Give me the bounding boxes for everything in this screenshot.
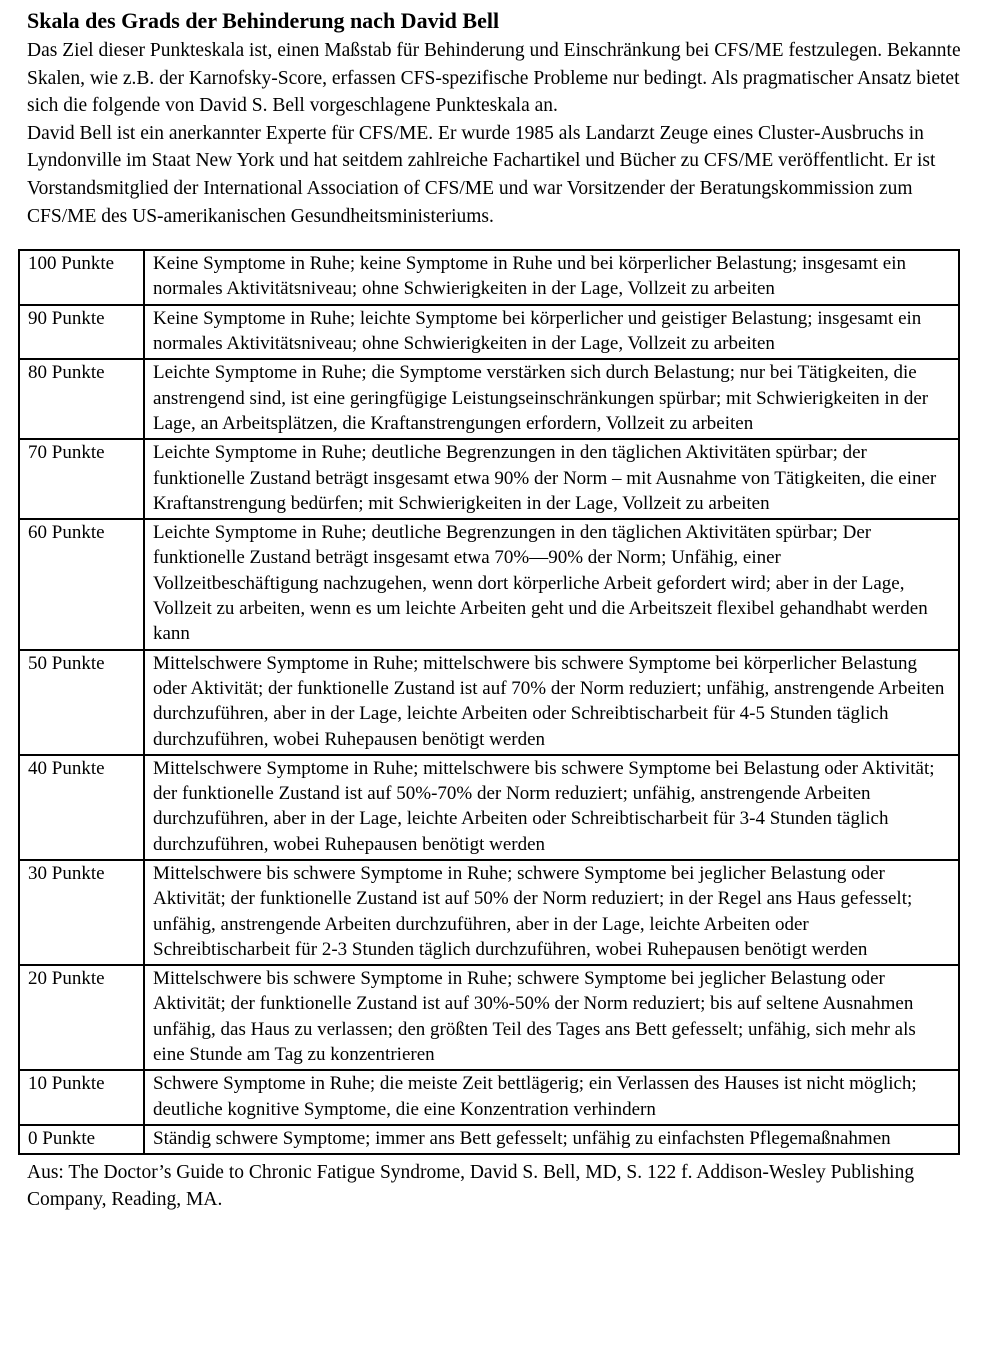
table-row <box>19 1070 959 1125</box>
points-cell: 70 Punkte <box>19 439 144 519</box>
intro-section <box>18 37 967 230</box>
points-cell: 60 Punkte <box>19 519 144 649</box>
description-cell: Mittelschwere Symptome in Ruhe; mittelschwere bis schwere Symptome bei Belastung oder Aktivität; der funktionelle Zustand ist auf 50%-70% der Norm reduziert; unfähig, anstrengende Arbeiten durchzuführen, aber in der Lage, leichte Arbeiten oder Schreibtischarbeit für 3-4 Stunden täglich durchzuführen, wobei Ruhepausen benötigt werden <box>144 755 959 860</box>
description-cell: Schwere Symptome in Ruhe; die meiste Zeit bettlägerig; ein Verlassen des Hauses ist nicht möglich; deutliche kognitive Symptome, die eine Konzentration verhindern <box>144 1070 959 1125</box>
description-cell: Mittelschwere bis schwere Symptome in Ruhe; schwere Symptome bei jeglicher Belastung oder Aktivität; der funktionelle Zustand ist auf 50% der Norm reduziert; in der Regel ans Haus gefesselt; unfähig, anstrengende Arbeiten durchzuführen, aber in der Lage, leichte Arbeiten oder Schreibtischarbeit für 2-3 Stunden täglich durchzuführen, wobei Ruhepausen benötigt werden <box>144 860 959 965</box>
intro-paragraph-scale-purpose: Das Ziel dieser Punkteskala ist, einen Maßstab für Behinderung und Einschränkung bei CFS/ME festzulegen. Bekannte Skalen, wie z.B. der Karnofsky-Score, erfassen CFS-spezifische Probleme nur bedingt. Als pragmatischer Ansatz bietet sich die folgende von David S. Bell vorgeschlagene Punkteskala an. <box>27 40 961 117</box>
points-cell: 80 Punkte <box>19 359 144 439</box>
bell-scale-table-body <box>19 250 959 1154</box>
description-cell: Mittelschwere Symptome in Ruhe; mittelschwere bis schwere Symptome bei körperlicher Belastung oder Aktivität; der funktionelle Zustand ist auf 70% der Norm reduziert; unfähig, anstrengende Arbeiten durchzuführen, aber in der Lage, leichte Arbeiten oder Schreibtischarbeit für 4-5 Stunden täglich durchzuführen, wobei Ruhepausen benötigt werden <box>144 650 959 755</box>
table-row <box>19 359 959 439</box>
points-cell: 90 Punkte <box>19 305 144 360</box>
source-citation: Aus: The Doctor’s Guide to Chronic Fatigue Syndrome, David S. Bell, MD, S. 122 f. Addison-Wesley Publishing Company, Reading, MA. <box>27 1162 915 1211</box>
page-title: Skala des Grads der Behinderung nach David Bell <box>27 8 500 33</box>
description-cell: Mittelschwere bis schwere Symptome in Ruhe; schwere Symptome bei jeglicher Belastung oder Aktivität; der funktionelle Zustand ist auf 30%-50% der Norm reduziert; bis auf seltene Ausnahmen unfähig, das Haus zu verlassen; den größten Teil des Tages ans Bett gefesselt; unfähig, sich mehr als eine Stunde am Tag zu konzentrieren <box>144 965 959 1070</box>
table-row <box>19 755 959 860</box>
points-cell: 40 Punkte <box>19 755 144 860</box>
description-cell: Leichte Symptome in Ruhe; deutliche Begrenzungen in den täglichen Aktivitäten spürbar; der funktionelle Zustand beträgt insgesamt etwa 90% der Norm – mit Ausnahme von Tätigkeiten, die einer Kraftanstrengung bedürfen; mit Schwierigkeiten in der Lage, Vollzeit zu arbeiten <box>144 439 959 519</box>
table-row <box>19 650 959 755</box>
points-cell: 0 Punkte <box>19 1125 144 1154</box>
table-row <box>19 860 959 965</box>
description-cell: Keine Symptome in Ruhe; keine Symptome in Ruhe und bei körperlicher Belastung; insgesamt ein normales Aktivitätsniveau; ohne Schwierigkeiten in der Lage, Vollzeit zu arbeiten <box>144 250 959 305</box>
table-row <box>19 965 959 1070</box>
points-cell: 50 Punkte <box>19 650 144 755</box>
table-row <box>19 1125 959 1154</box>
table-row <box>19 439 959 519</box>
points-cell: 10 Punkte <box>19 1070 144 1125</box>
description-cell: Ständig schwere Symptome; immer ans Bett gefesselt; unfähig zu einfachsten Pflegemaßnahmen <box>144 1125 959 1154</box>
description-cell: Keine Symptome in Ruhe; leichte Symptome bei körperlicher und geistiger Belastung; insgesamt ein normales Aktivitätsniveau; ohne Schwierigkeiten in der Lage, Vollzeit zu arbeiten <box>144 305 959 360</box>
points-cell: 100 Punkte <box>19 250 144 305</box>
table-row <box>19 519 959 649</box>
bell-scale-table <box>18 249 960 1155</box>
description-cell: Leichte Symptome in Ruhe; deutliche Begrenzungen in den täglichen Aktivitäten spürbar; Der funktionelle Zustand beträgt insgesamt etwa 70%—90% der Norm; Unfähig, einer Vollzeitbeschäftigung nachzugehen, wenn dort körperliche Arbeit gefordert wird; aber in der Lage, Vollzeit zu arbeiten, wenn es um leichte Arbeiten geht und die Arbeitszeit flexibel gehandhabt werden kann <box>144 519 959 649</box>
table-row <box>19 305 959 360</box>
points-cell: 20 Punkte <box>19 965 144 1070</box>
intro-paragraph-david-bell-bio: David Bell ist ein anerkannter Experte für CFS/ME. Er wurde 1985 als Landarzt Zeuge eines Cluster-Ausbruchs in Lyndonville im Staat New York und hat seitdem zahlreiche Fachartikel und Bücher zu CFS/ME veröffentlicht. Er ist Vorstandsmitglied der International Association of CFS/ME und war Vorsitzender der Beratungskommission zum CFS/ME des US-amerikanischen Gesundheitsministeriums. <box>27 122 936 227</box>
points-cell: 30 Punkte <box>19 860 144 965</box>
description-cell: Leichte Symptome in Ruhe; die Symptome verstärken sich durch Belastung; nur bei Tätigkeiten, die anstrengend sind, ist eine geringfügige Leistungseinschränkungen spürbar; mit Schwierigkeiten in der Lage, an Arbeitsplätzen, die Kraftanstrengungen erfordern, Vollzeit zu arbeiten <box>144 359 959 439</box>
table-row <box>19 250 959 305</box>
